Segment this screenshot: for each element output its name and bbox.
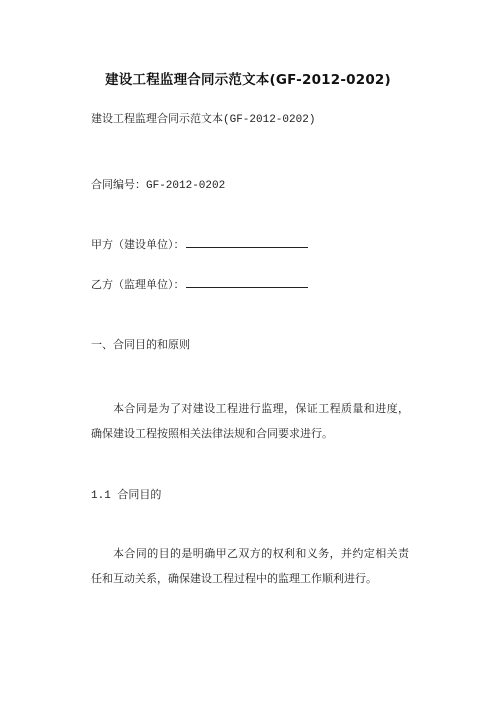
party-b-label: 乙方（监理单位）：: [91, 278, 185, 291]
contract-number: 合同编号：GF-2012-0202: [91, 180, 226, 192]
document-subtitle: 建设工程监理合同示范文本(GF-2012-0202): [91, 114, 316, 126]
section-1-paragraph: 本合同是为了对建设工程进行监理，保证工程质量和进度，确保建设工程按照相关法律法规和合同要求进行。: [91, 402, 409, 440]
party-a-label: 甲方（建设单位）：: [91, 238, 185, 251]
subsection-1-1-paragraph: 本合同的目的是明确甲乙双方的权利和义务，并约定相关责任和互动关系，确保建设工程过程中的监理工作顺利进行。: [91, 547, 409, 585]
document-title: 建设工程监理合同示范文本(GF-2012-0202): [105, 72, 391, 88]
party-b-line: [91, 276, 308, 292]
section-1-heading: 一、合同目的和原则: [91, 338, 190, 351]
party-a-line: [91, 236, 308, 252]
subsection-1-1-heading: 1.1 合同目的: [91, 490, 162, 502]
party-a-blank: [186, 238, 308, 248]
party-b-blank: [186, 278, 308, 288]
